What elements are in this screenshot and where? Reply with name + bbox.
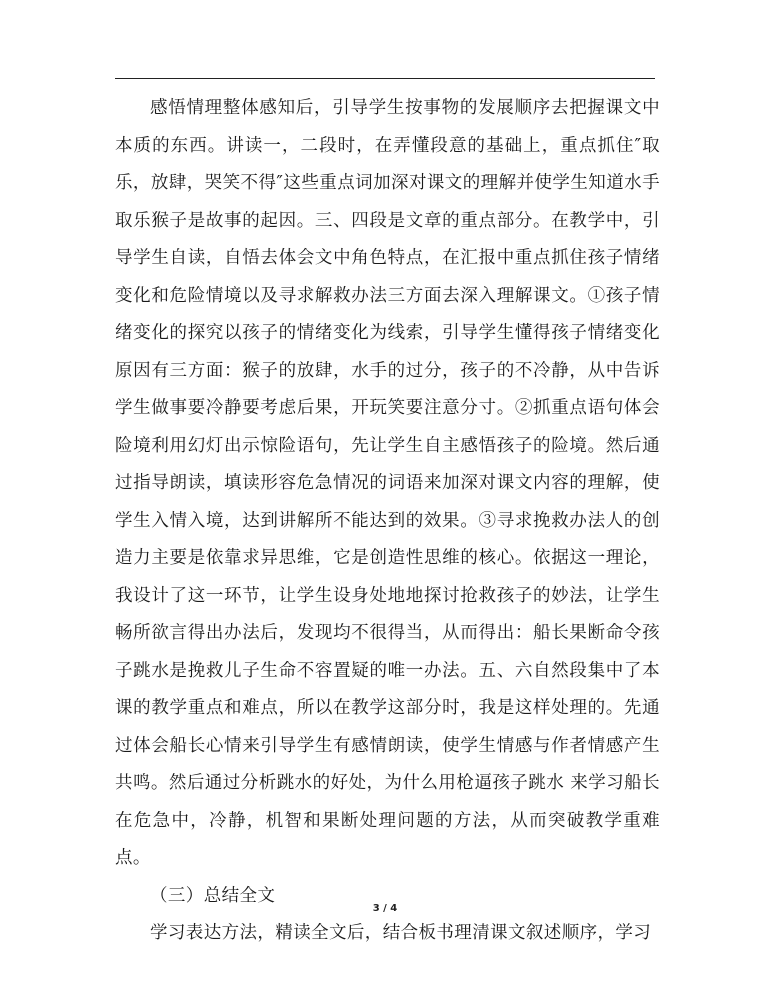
header-rule — [115, 78, 655, 79]
section-heading: （三）总结全文 — [150, 885, 276, 906]
paragraph-main: 感悟情理整体感知后，引导学生按事物的发展顺序去把握课文中本质的东西。讲读一，二段时，在弄懂段意的基础上，重点抓住″取乐，放肆，哭笑不得″这些重点词加深对课文的理解并使学生知道水手取乐猴子是故事的起因。三、四段是文章的重点部分。在教学中，引导学生自读，自悟去体会文中角色特点，在汇报中重点抓住孩子情绪变化和危险情境以及寻求解救办法三方面去深入理解课文。①孩子情绪变化的探究以孩子的情绪变化为线索，引导学生懂得孩子情绪变化原因有三方面：猴子的放肆，水手的过分，孩子的不冷静，从中告诉学生做事要冷静要考虑后果，开玩笑要注意分寸。②抓重点语句体会险境利用幻灯出示惊险语句，先让学生自主感悟孩子的险境。然后通过指导朗读，填读形容危急情况的词语来加深对课文内容的理解，使学生入情入境，达到讲解所不能达到的效果。③寻求挽救办法人的创造力主要是依靠求异思维，它是创造性思维的核心。依据这一理论，我设计了这一环节，让学生设身处地地探讨抢救孩子的妙法，让学生畅所欲言得出办法后，发现均不很得当，从而得出：船长果断命令孩子跳水是挽救儿子生命不容置疑的唯一办法。五、六自然段集中了本课的教学重点和难点，所以在教学这部分时，我是这样处理的。先通过体会船长心情来引导学生有感情朗读，使学生情感与作者情感产生共鸣。然后通过分析跳水的好处，为什么用枪逼孩子跳水 来学习船长在危急中，冷静，机智和果断处理问题的方法，从而突破教学重难点。 — [115, 98, 660, 868]
document-body — [115, 90, 660, 953]
page-number: 3 / 4 — [372, 903, 398, 914]
paragraph-summary: 学习表达方法，精读全文后，结合板书理清课文叙述顺序，学习 — [150, 923, 652, 943]
